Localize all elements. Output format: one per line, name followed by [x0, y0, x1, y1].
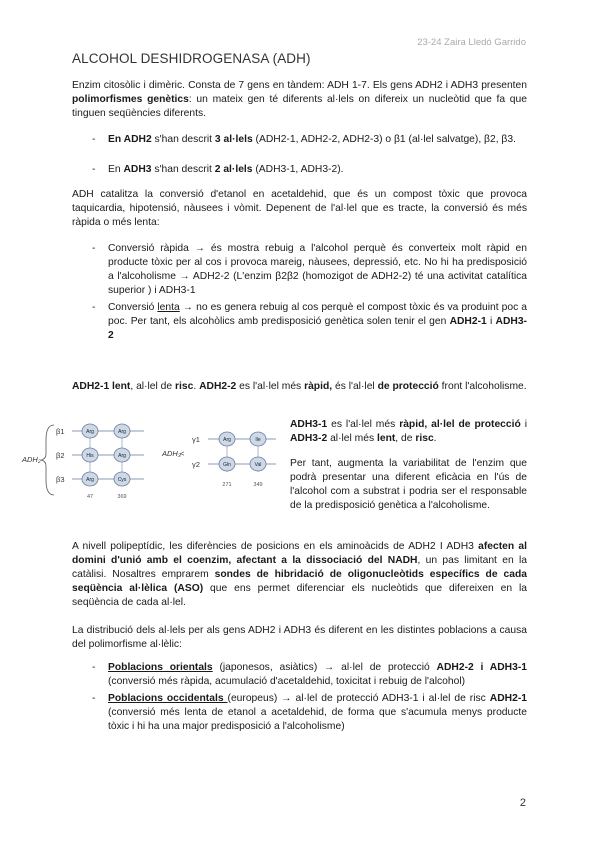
aa-label: Ile	[255, 437, 261, 443]
adh2-t5: front l'alcoholisme.	[438, 381, 527, 392]
intro-bold-1: polimorfismes genètics	[72, 94, 189, 105]
aa-label: Cys	[117, 477, 127, 483]
adh3-b4: lent	[376, 433, 396, 444]
adh2-label: ADH₂	[22, 455, 41, 464]
aa-label: Gln	[223, 462, 231, 468]
adh3-paragraph	[290, 418, 527, 446]
slow-conversion-gene-2: ADH3-2	[108, 316, 527, 341]
list-dash: -	[92, 302, 96, 313]
position-label: 47	[86, 494, 94, 500]
slow-conversion-and: i	[486, 316, 496, 327]
allele-adh2-count: 3 al·lels	[214, 134, 253, 145]
adh2-t4: és l'al·lel	[332, 381, 378, 392]
aa-label: His	[86, 453, 94, 459]
aa-label: Val	[254, 462, 262, 468]
poly-t2: , un pas limitant en la catàlisi. Nosaltres emprarem	[72, 555, 527, 580]
adh2-t2: .	[193, 381, 200, 392]
adh2-greek-2: β2	[56, 451, 65, 460]
list-dash: -	[92, 164, 96, 175]
adh3-label: ADH₃	[162, 449, 181, 458]
intro-paragraph	[72, 79, 527, 121]
adh3-greek-1: γ1	[192, 435, 200, 444]
adh2-brace	[41, 425, 54, 495]
variability-text: Per tant, augmenta la variabilitat de l'enzim que podrà presentar una diferent eficàcia en l'ús de l'alcohol com a substrat i podria ser el responsable de la predisposició genètica a l'alcoholisme.	[290, 458, 527, 511]
western-heading: Poblacions occidentals	[108, 693, 228, 704]
adh3-t3: al·lel més	[327, 433, 377, 444]
adh2-t3: es l'al·lel més	[236, 381, 305, 392]
eastern-t2: (conversió més ràpida, acumulació d'acetaldehid, toxicitat i rebuig de l'alcohol)	[108, 676, 466, 687]
poly-b2: sondes de hibridació de oligonucleòtids específics de cada seqüència al·lèlica (ASO)	[72, 569, 527, 594]
slow-conversion-underline: lenta	[157, 302, 180, 313]
eastern-b1: ADH2-2 i ADH3-1	[436, 662, 527, 673]
allele-adh3-list: (ADH3-1, ADH3-2).	[252, 164, 344, 175]
slow-conversion-prefix: Conversió	[108, 302, 158, 313]
poly-b1: afecten al domini d'unió amb el coenzim, afectant a la dissociació del NADH	[72, 541, 527, 566]
list-dash: -	[92, 693, 96, 704]
aa-label: Arg	[86, 429, 94, 435]
variability-paragraph	[290, 457, 527, 513]
western-t2: (conversió més lenta de etanol a acetaldehid, de forma que s'acumula menys producte tòxic i hi ha una major predisposició a l'alcoholisme)	[108, 707, 527, 732]
poly-t1: A nivell polipeptídic, les diferències de posicions en els aminoàcids de ADH2 I ADH3	[72, 541, 479, 552]
western-b1: ADH2-1	[489, 693, 527, 704]
fast-conversion-text: Conversió ràpida → és mostra rebuig a l'alcohol perquè és converteix molt ràpid en producte tòxic per al cos i provoca mareig, nàusees, depressió, etc. No hi ha predisposició a l'alcoholisme → ADH2-2 (L'enzim β2β2 (homozigot de ADH2-2) té una activitat catalítica superior ) i ADH3-1	[108, 243, 527, 296]
adh3-b5: risc	[415, 433, 434, 444]
allele-adh3-count: 2 al·lels	[214, 164, 253, 175]
adh2-paragraph	[72, 380, 527, 394]
eastern-heading: Poblacions orientals	[108, 662, 213, 673]
adh3-t1: es l'al·lel més	[327, 419, 400, 430]
poly-t3: que ens permet diferenciar els nucleòtids que difereixen en la seqüència de cada al·lel.	[72, 583, 527, 608]
allele-adh2-bold: En ADH2	[108, 134, 152, 145]
position-label: 369	[117, 494, 127, 500]
polypeptide-paragraph	[72, 540, 527, 610]
list-dash: -	[92, 662, 96, 673]
allele-adh3-bold: ADH3	[123, 164, 152, 175]
allele-diagram	[20, 420, 288, 508]
list-dash: -	[92, 134, 96, 145]
adh2-b4: ràpid,	[304, 381, 333, 392]
list-dash: -	[92, 243, 96, 254]
slow-conversion-gene-1: ADH2-1	[449, 316, 487, 327]
allele-adh3-prefix: En	[108, 164, 124, 175]
adh2-b3: ADH2-2	[199, 381, 237, 392]
adh3-b1: ADH3-1	[290, 419, 328, 430]
western-t1: (europeus) → al·lel de protecció ADH3-1 i al·lel de risc	[227, 693, 490, 704]
adh2-greek-1: β1	[56, 427, 65, 436]
allele-adh3-text: s'han descrit	[151, 164, 215, 175]
allele-adh2-text: s'han descrit	[151, 134, 215, 145]
adh3-t5: .	[433, 433, 437, 444]
position-label: 271	[222, 482, 232, 488]
adh3-b2: ràpid, al·lel de protecció	[399, 419, 521, 430]
distribution-paragraph: La distribució dels al·lels per als gens ADH2 i ADH3 és diferent en les distintes poblacions a causa del polimorfisme al·lèlic:	[72, 625, 527, 650]
adh2-b2: risc	[175, 381, 194, 392]
allele-adh2-list: (ADH2-1, ADH2-2, ADH2-3) o β1 (al·lel salvatge), β2, β3.	[252, 134, 516, 145]
adh3-brace: <	[180, 449, 185, 458]
slow-conversion-text: → no es genera rebuig al cos perquè el compost tòxic és va produint poc a poc. Per tant, els alcohòlics amb predisposició genètica solen tenir el gen	[108, 302, 527, 327]
header-author: 23-24 Zaira Lledó Garrido	[417, 37, 526, 48]
adh3-t2: i	[520, 419, 527, 430]
catalysis-paragraph: ADH catalitza la conversió d'etanol en acetaldehid, que és un compost tòxic que provoca taquicardia, hipotensió, nàusees i vòmit. Depenent de l'al·lel que es tracte, la conversió és més ràpida o més lenta:	[72, 189, 527, 228]
page-number: 2	[519, 797, 526, 809]
adh2-b5: de protecció	[377, 381, 439, 392]
aa-label: Arg	[118, 429, 126, 435]
adh3-greek-2: γ2	[192, 460, 200, 469]
adh2-t1: , al·lel de	[130, 381, 176, 392]
adh2-b1: ADH2-1 lent	[72, 381, 131, 392]
adh3-b3: ADH3-2	[290, 433, 328, 444]
position-label: 349	[253, 482, 263, 488]
intro-text-1: Enzim citosòlic i dimèric. Consta de 7 gens en tàndem: ADH 1-7. Els gens ADH2 i ADH3 presenten	[72, 80, 527, 91]
page-title: ALCOHOL DESHIDROGENASA (ADH)	[72, 51, 311, 66]
intro-text-2: : un mateix gen té diferents al·lels on difereix un nucleòtid que fa que tinguen seqüències diferents.	[72, 94, 527, 119]
eastern-t1: (japonesos, asiàtics) → al·lel de protecció	[212, 662, 437, 673]
aa-label: Arg	[223, 437, 231, 443]
adh2-greek-3: β3	[56, 475, 65, 484]
aa-label: Arg	[118, 453, 126, 459]
adh3-t4: , de	[395, 433, 416, 444]
aa-label: Arg	[86, 477, 94, 483]
